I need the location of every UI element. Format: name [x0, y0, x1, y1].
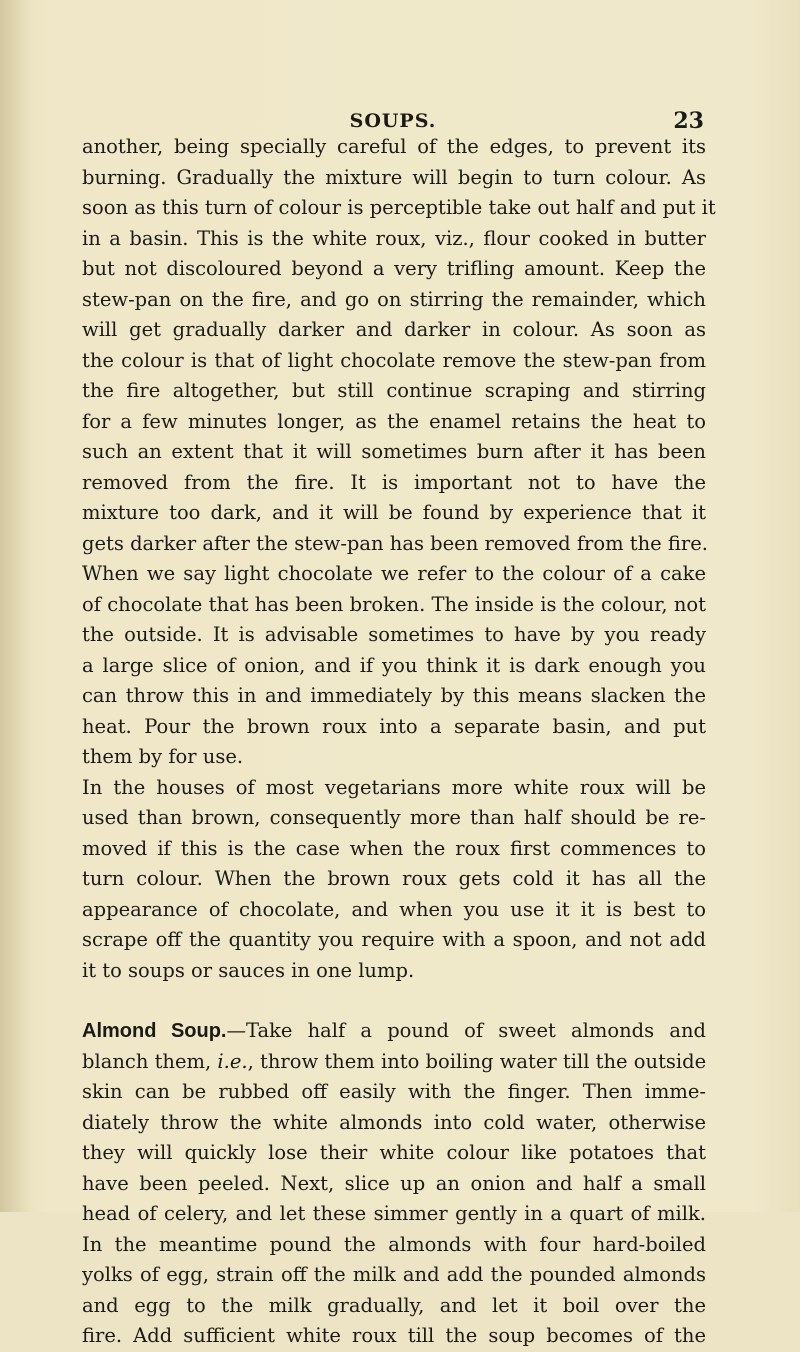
text-line: another, being specially careful of the edges, to prevent its: [82, 135, 706, 158]
text-line: but not discoloured beyond a very trifling amount. Keep the: [82, 257, 706, 280]
text-line: a large slice of onion, and if you think it is dark enough you: [82, 653, 706, 677]
spine-shadow: [0, 0, 30, 1212]
text-line: will get gradually darker and darker in colour. As soon as: [82, 318, 706, 341]
text-line: yolks of egg, strain off the milk and add the pounded almonds: [82, 1263, 706, 1286]
text-line: heat. Pour the brown roux into a separate basin, and put: [82, 714, 706, 738]
text-line: and egg to the milk gradually, and let it boil over the: [82, 1293, 706, 1317]
text-line: scrape off the quantity you require with a spoon, and not add: [82, 928, 706, 951]
text-line: have been peeled. Next, slice up an onion and half a small: [82, 1171, 706, 1195]
recipe-heading: Almond Soup.: [82, 1020, 227, 1042]
paragraph-roux-continued: [82, 132, 716, 773]
text-line: fire. Add sufficient white roux till the soup becomes of the: [82, 1324, 706, 1347]
text-line: the fire altogether, but still continue scraping and stirring: [82, 379, 706, 402]
text-line: moved if this is the case when the roux first commences to: [82, 836, 706, 860]
text-line: In the houses of most vegetarians more white roux will be: [82, 775, 706, 799]
text-line: mixture too dark, and it will be found by experience that it: [82, 501, 706, 524]
line-rest: , throw them into boiling water till the outside: [247, 1049, 707, 1073]
text-line: [82, 1016, 706, 1047]
text-line: used than brown, consequently more than half should be re-: [82, 806, 706, 829]
text-line: [82, 1047, 706, 1078]
running-title: SOUPS.: [349, 110, 437, 132]
text-line: diately throw the white almonds into cold water, otherwise: [82, 1110, 706, 1134]
text-line: in a basin. This is the white roux, viz., flour cooked in butter: [82, 226, 706, 250]
text-line: removed from the fire. It is important not to have the: [82, 470, 706, 494]
paragraph-vegetarian-roux: [82, 773, 706, 987]
text-line: it to soups or sauces in one lump.: [82, 958, 415, 982]
running-head: [82, 95, 704, 134]
italic-abbreviation: i.e.: [217, 1049, 248, 1073]
page-number: 23: [673, 108, 704, 134]
heading-continuation: —Take half a pound of sweet almonds and: [226, 1019, 706, 1042]
body-text: [82, 132, 716, 1352]
text-line: can throw this in and immediately by this means slacken the: [82, 684, 706, 707]
text-line: stew-pan on the fire, and go on stirring the remainder, which: [82, 287, 706, 311]
text-line: they will quickly lose their white colour like potatoes that: [82, 1141, 706, 1164]
text-line: appearance of chocolate, and when you use it it is best to: [82, 897, 706, 921]
line-start: blanch them,: [82, 1049, 218, 1073]
paragraph-gap: [82, 986, 706, 1016]
text-line: When we say light chocolate we refer to the colour of a cake: [82, 562, 706, 585]
text-line: In the meantime pound the almonds with four hard-boiled: [82, 1232, 706, 1256]
text-line: skin can be rubbed off easily with the finger. Then imme-: [82, 1080, 706, 1103]
text-line: of chocolate that has been broken. The inside is the colour, not: [82, 592, 706, 616]
text-line: head of celery, and let these simmer gently in a quart of milk.: [82, 1202, 706, 1225]
text-line: for a few minutes longer, as the enamel retains the heat to: [82, 409, 706, 433]
text-line: soon as this turn of colour is perceptible take out half and put it: [82, 196, 716, 219]
text-line: such an extent that it will sometimes burn after it has been: [82, 440, 706, 463]
text-line: burning. Gradually the mixture will begin to turn colour. As: [82, 165, 706, 189]
text-line: the colour is that of light chocolate remove the stew-pan from: [82, 348, 706, 372]
text-line: them by for use.: [82, 745, 244, 768]
text-line: turn colour. When the brown roux gets cold it has all the: [82, 867, 706, 890]
text-line: gets darker after the stew-pan has been removed from the fire.: [82, 531, 708, 555]
paragraph-almond-soup: [82, 1016, 706, 1352]
text-line: the outside. It is advisable sometimes to have by you ready: [82, 623, 706, 646]
